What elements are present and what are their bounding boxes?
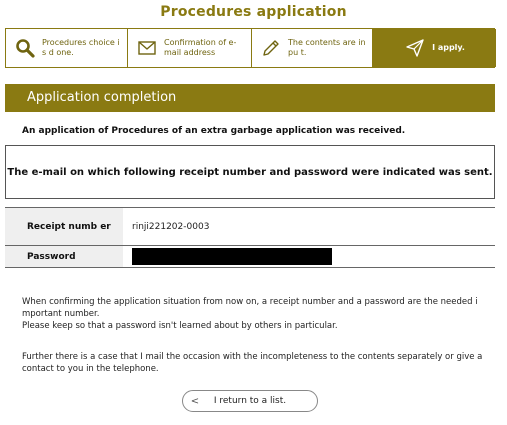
return-label: I return to a list. <box>213 396 287 406</box>
email-sent-text: The e-mail on which following receipt number and password were indicated was sent. <box>7 166 493 178</box>
table-row <box>5 246 495 268</box>
password-label: Password <box>5 246 123 268</box>
section-heading: Application completion <box>5 84 495 112</box>
received-message: An application of Procedures of an extra garbage application was received. <box>22 126 406 136</box>
step-contents-input <box>252 29 373 67</box>
email-sent-notice <box>5 145 495 199</box>
note-line: Please keep so that a password isn't learned about by others in particular. <box>22 321 338 331</box>
envelope-icon <box>136 37 158 59</box>
chevron-left-icon: < <box>190 395 200 407</box>
pencil-icon <box>260 37 282 59</box>
notes-paragraph-2 <box>22 351 492 375</box>
step-label: I apply. <box>432 43 465 52</box>
receipt-number-label: Receipt numb er <box>5 208 123 246</box>
step-email-confirmation <box>128 29 252 67</box>
receipt-number-value: rinji221202-0003 <box>123 208 495 246</box>
return-to-list-button[interactable] <box>182 390 318 412</box>
progress-steps <box>5 28 495 68</box>
search-icon <box>14 37 36 59</box>
step-label: The contents are inpu t. <box>288 38 366 57</box>
page-title: Procedures application <box>160 4 347 20</box>
receipt-table <box>5 207 495 268</box>
note-line: Further there is a case that I mail the occasion with the incompleteness to the contents separately or give a contact to you in the telephone. <box>22 352 483 374</box>
step-procedures-choice <box>6 29 128 67</box>
password-redaction <box>132 248 332 265</box>
send-icon <box>404 37 426 59</box>
step-label: Confirmation of e-mail address <box>164 38 237 57</box>
password-cell <box>123 246 495 268</box>
note-line: When confirming the application situation from now on, a receipt number and a password are the needed i mportant number. <box>22 297 478 319</box>
step-apply-current <box>373 29 496 67</box>
notes-paragraph-1 <box>22 296 492 332</box>
table-row <box>5 208 495 246</box>
step-label: Procedures choice is d one. <box>42 38 120 57</box>
